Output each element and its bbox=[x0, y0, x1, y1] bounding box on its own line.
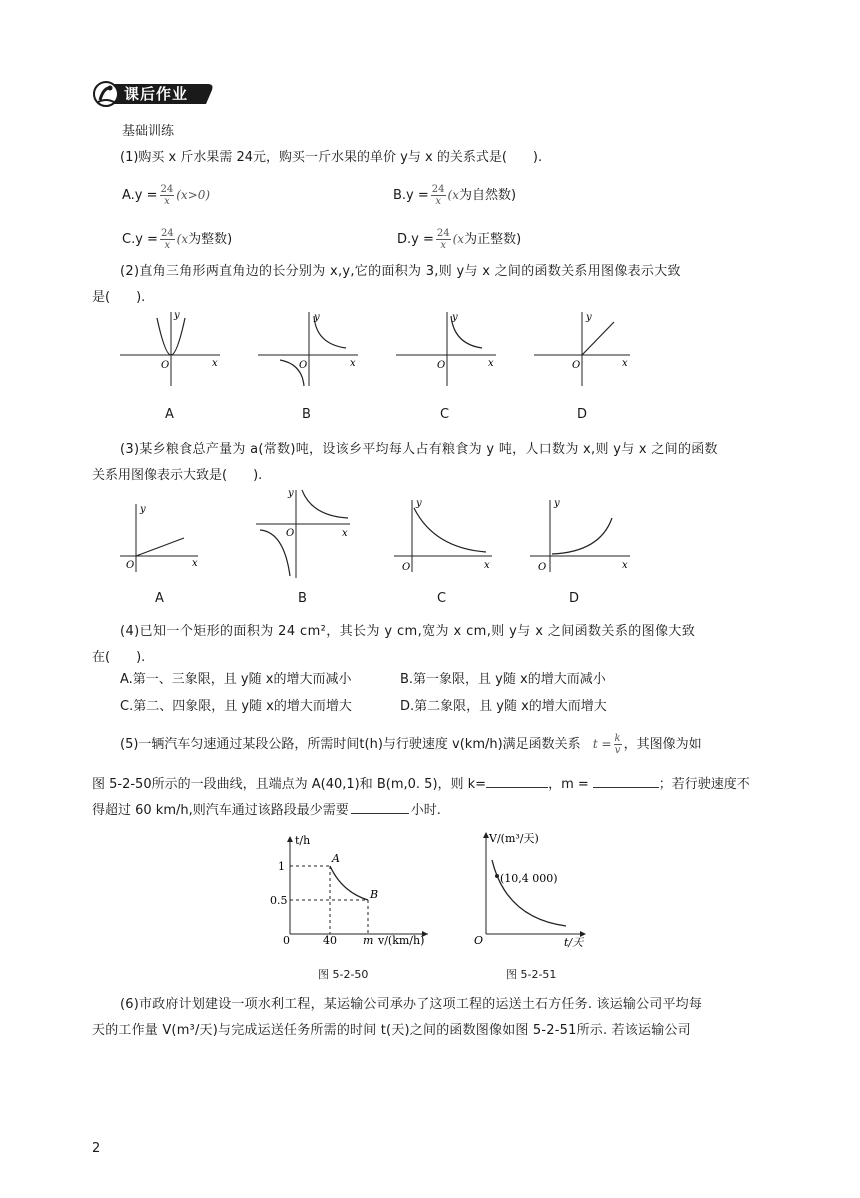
fig50-tick-05: 0.5 bbox=[270, 894, 288, 907]
q2-graph-c-y-label: y bbox=[452, 312, 458, 323]
q3-graph-a-origin: O bbox=[126, 560, 135, 571]
q2-graph-a-y-label: y bbox=[174, 310, 180, 321]
q3-label-c: C bbox=[437, 591, 447, 606]
q4-option-d: D.第二象限，且 y随 x的增大而增大 bbox=[400, 699, 607, 714]
q6-line2: 天的工作量 V(m³/天)与完成运送任务所需的时间 t(天)之间的函数图像如图 5-2-51所示. 若该运输公司 bbox=[92, 1023, 691, 1038]
q2-graph-b-x-label: x bbox=[350, 358, 356, 369]
q2-graph-d bbox=[534, 312, 630, 386]
q2-graph-b-y-label: y bbox=[314, 312, 320, 323]
page-number: 2 bbox=[92, 1141, 101, 1156]
q3-graph-c-x-label: x bbox=[484, 560, 490, 571]
q2-graph-a-x-label: x bbox=[212, 358, 218, 369]
fig50-tick-m: m bbox=[363, 934, 374, 947]
q2-graph-a-origin: O bbox=[161, 360, 170, 371]
q3-graph-d-origin: O bbox=[538, 562, 547, 573]
q3-graph-a-y-label: y bbox=[140, 504, 146, 515]
fig50-tick-1: 1 bbox=[278, 860, 285, 873]
q3-graph-b-origin: O bbox=[286, 528, 295, 539]
q1-option-c: C.y = $\frac{24}{x}$ (x为整数) bbox=[122, 228, 233, 251]
q2-label-b: B bbox=[302, 407, 311, 422]
fig51-origin: O bbox=[474, 934, 484, 947]
q2-graph-d-y-label: y bbox=[586, 312, 592, 323]
figure-5-2-51 bbox=[466, 826, 606, 948]
q5-blank-k[interactable] bbox=[486, 773, 548, 788]
fig51-x-label: t/天 bbox=[564, 936, 584, 948]
q3-label-a: A bbox=[155, 591, 164, 606]
q2-stem-line2: 是( ). bbox=[92, 290, 146, 305]
q6-line1: (6)市政府计划建设一项水利工程，某运输公司承办了这项工程的运送土石方任务. 该运输公司平均每 bbox=[120, 997, 703, 1012]
fig50-caption: 图 5-2-50 bbox=[318, 968, 369, 981]
q5-line3: 得超过 60 km/h,则汽车通过该路段最少需要 小时. bbox=[92, 799, 441, 821]
q1-option-d: D.y = $\frac{24}{x}$ (x为正整数) bbox=[397, 228, 522, 251]
q3-graph-b-x-label: x bbox=[342, 528, 348, 539]
q2-label-c: C bbox=[440, 407, 450, 422]
q3-stem-line1: (3)某乡粮食总产量为 a(常数)吨，设该乡平均每人占有粮食为 y 吨，人口数为 x,则 y与 x 之间的函数 bbox=[120, 442, 718, 457]
q3-graph-b bbox=[256, 488, 350, 578]
q4-stem-line2: 在( ). bbox=[92, 650, 146, 665]
q2-label-a: A bbox=[165, 407, 174, 422]
q1-option-a: A.y = $\frac{24}{x}$ (x>0) bbox=[122, 184, 211, 207]
q1-option-b: B.y = $\frac{24}{x}$ (x为自然数) bbox=[393, 184, 517, 207]
fig51-y-label: V/(m³/天) bbox=[489, 832, 539, 845]
q2-graph-c bbox=[396, 312, 496, 386]
figure-5-2-50 bbox=[268, 830, 438, 948]
fig51-point: (10,4 000) bbox=[500, 872, 558, 885]
fig50-tick-0: 0 bbox=[283, 934, 290, 947]
q2-graphs bbox=[110, 308, 630, 388]
q2-graph-d-x-label: x bbox=[622, 358, 628, 369]
q3-graphs bbox=[110, 486, 640, 580]
q3-graph-c-y-label: y bbox=[416, 498, 422, 509]
q2-graph-c-x-label: x bbox=[488, 358, 494, 369]
section-title: 基础训练 bbox=[122, 124, 175, 139]
header-badge bbox=[92, 80, 216, 108]
fig50-tick-40: 40 bbox=[323, 934, 337, 947]
q2-label-d: D bbox=[577, 407, 588, 422]
q3-graph-a-x-label: x bbox=[192, 558, 198, 569]
q5-blank-time[interactable] bbox=[351, 799, 409, 814]
q3-stem-line2: 关系用图像表示大致是( ). bbox=[92, 468, 263, 483]
q3-label-b: B bbox=[298, 591, 307, 606]
q4-option-a: A.第一、三象限，且 y随 x的增大而减小 bbox=[120, 672, 352, 687]
fig50-y-label: t/h bbox=[295, 834, 311, 847]
q5-blank-m[interactable] bbox=[593, 773, 659, 788]
q4-option-b: B.第一象限，且 y随 x的增大而减小 bbox=[400, 672, 606, 687]
q5-line1: (5)一辆汽车匀速通过某段公路，所需时间t(h)与行驶速度 v(km/h)满足函数关系 t = $\frac{k}{v}$ ，其图像为如 bbox=[120, 733, 702, 756]
q3-graph-d-y-label: y bbox=[554, 498, 560, 509]
q2-graph-c-origin: O bbox=[437, 360, 446, 371]
q3-graph-d-x-label: x bbox=[622, 560, 628, 571]
q4-option-c: C.第二、四象限，且 y随 x的增大而增大 bbox=[120, 699, 352, 714]
fig50-point-b: B bbox=[370, 888, 379, 901]
q3-graph-b-y-label: y bbox=[288, 488, 294, 499]
q2-graph-b bbox=[258, 312, 358, 386]
q2-graph-b-origin: O bbox=[299, 360, 308, 371]
q4-stem-line1: (4)已知一个矩形的面积为 24 cm²，其长为 y cm,宽为 x cm,则 y与 x 之间函数关系的图像大致 bbox=[120, 624, 696, 639]
fig50-x-label: v/(km/h) bbox=[378, 934, 425, 947]
q2-graph-a bbox=[120, 310, 220, 386]
q3-graph-c bbox=[394, 498, 492, 573]
fig51-caption: 图 5-2-51 bbox=[506, 968, 557, 981]
q3-graph-a bbox=[120, 504, 198, 572]
fig50-point-a: A bbox=[332, 852, 340, 865]
q3-graph-c-origin: O bbox=[402, 562, 411, 573]
q3-label-d: D bbox=[569, 591, 580, 606]
q3-graph-d bbox=[530, 498, 630, 573]
q2-stem-line1: (2)直角三角形两直角边的长分别为 x,y,它的面积为 3,则 y与 x 之间的函数关系用图像表示大致 bbox=[120, 264, 681, 279]
header-title: 课后作业 bbox=[124, 85, 189, 103]
q1-stem: (1)购买 x 斤水果需 24元，购买一斤水果的单价 y与 x 的关系式是( ). bbox=[120, 150, 543, 165]
q5-line2: 图 5-2-50所示的一段曲线，且端点为 A(40,1)和 B(m,0. 5)，则 k= ，m = ；若行驶速度不 bbox=[92, 773, 750, 795]
q2-graph-d-origin: O bbox=[572, 360, 581, 371]
